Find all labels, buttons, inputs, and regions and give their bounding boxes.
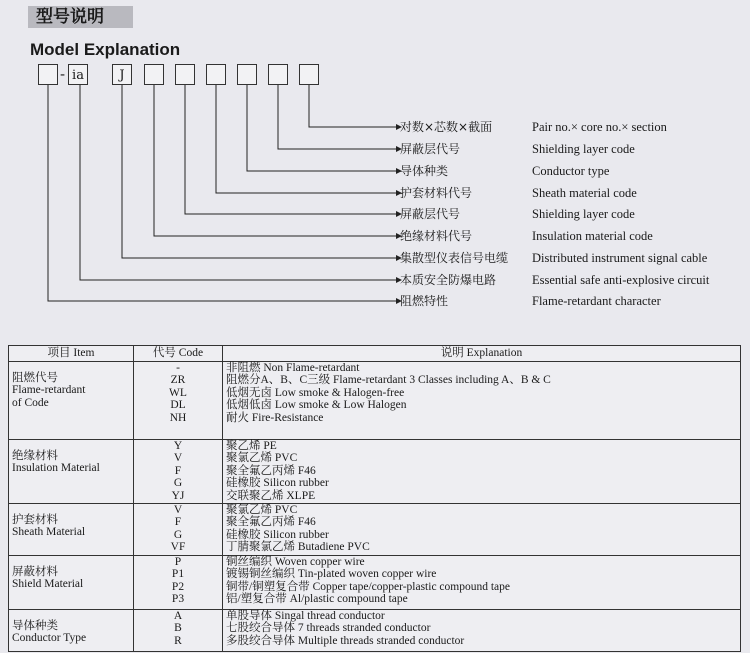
table-row	[9, 610, 741, 652]
code-box-j: J	[112, 64, 132, 85]
descs-sheath: 聚氯乙烯 PVC 聚全氟乙丙烯 F46 硅橡胶 Silicon rubber 丁腈聚氯乙烯 Butadiene PVC	[223, 504, 741, 556]
codes-shield: P P1 P2 P3	[134, 556, 223, 610]
legend-en-shield1: Shielding layer code	[532, 207, 635, 221]
legend-cn-shield2: 屏蔽层代号	[400, 142, 461, 156]
code-dash: -	[60, 65, 66, 83]
section-title-en: Model Explanation	[30, 40, 181, 59]
codes-insulation: Y V F G YJ	[134, 440, 223, 504]
legend-cn-distributed: 集散型仪表信号电缆	[400, 251, 509, 265]
legend-en-flame: Flame-retardant character	[532, 294, 661, 308]
legend-cn-shield1: 屏蔽层代号	[400, 207, 461, 221]
legend-en-sheath: Sheath material code	[532, 186, 637, 200]
category-insulation: 绝缘材料 Insulation Material	[9, 440, 134, 504]
category-flame: 阻燃代号 Flame-retardant of Code	[9, 362, 134, 440]
codes-conductor: A B R	[134, 610, 223, 652]
legend-en-shield2: Shielding layer code	[532, 142, 635, 156]
legend-cn-conductor: 导体种类	[400, 164, 449, 178]
table-row	[9, 504, 741, 556]
legend-cn-insulation: 绝缘材料代号	[400, 229, 473, 243]
category-shield: 屏蔽材料 Shield Material	[9, 556, 134, 610]
table-row	[9, 362, 741, 440]
legend-en-section: Pair no.× core no.× section	[532, 120, 667, 134]
header-item: 项目 Item	[9, 346, 134, 362]
code-box-ia: ia	[68, 64, 88, 85]
descs-insulation: 聚乙烯 PE 聚氯乙烯 PVC 聚全氟乙丙烯 F46 硅橡胶 Silicon rubber 交联聚乙烯 XLPE	[223, 440, 741, 504]
codes-sheath: V F G VF	[134, 504, 223, 556]
legend-en-distributed: Distributed instrument signal cable	[532, 251, 708, 265]
codes-flame: - ZR WL DL NH	[134, 362, 223, 440]
table-row	[9, 440, 741, 504]
table-header-row	[9, 346, 741, 362]
descs-shield: 铜丝编织 Woven copper wire 镀锡铜丝编织 Tin-plated woven copper wire 铜带/铜塑复合带 Copper tape/copper-plastic compound tape 铝/塑复合带 Al/plastic compound tape	[223, 556, 741, 610]
legend-cn-safe: 本质安全防爆电路	[400, 273, 497, 287]
section-title-cn: 型号说明	[36, 7, 104, 27]
code-table	[8, 345, 741, 652]
category-conductor: 导体种类 Conductor Type	[9, 610, 134, 652]
legend-cn-section: 对数×芯数×截面	[400, 120, 493, 134]
header-explanation: 说明 Explanation	[223, 346, 741, 362]
table-row	[9, 556, 741, 610]
legend-en-conductor: Conductor type	[532, 164, 610, 178]
descs-conductor: 单股导体 Singal thread conductor 七股绞合导体 7 threads stranded conductor 多股绞合导体 Multiple threads stranded conductor	[223, 610, 741, 652]
category-sheath: 护套材料 Sheath Material	[9, 504, 134, 556]
legend-cn-sheath: 护套材料代号	[400, 186, 473, 200]
legend-en-insulation: Insulation material code	[532, 229, 653, 243]
header-code: 代号 Code	[134, 346, 223, 362]
legend-en-safe: Essential safe anti-explosive circuit	[532, 273, 710, 287]
descs-flame: 非阻燃 Non Flame-retardant 阻燃分A、B、C三级 Flame-retardant 3 Classes including A、B & C 低烟无卤 Low smoke & Halogen-free 低烟低卤 Low smoke & Low Halogen 耐火 Fire-Resistance	[223, 362, 741, 440]
legend-cn-flame: 阻燃特性	[400, 294, 449, 308]
